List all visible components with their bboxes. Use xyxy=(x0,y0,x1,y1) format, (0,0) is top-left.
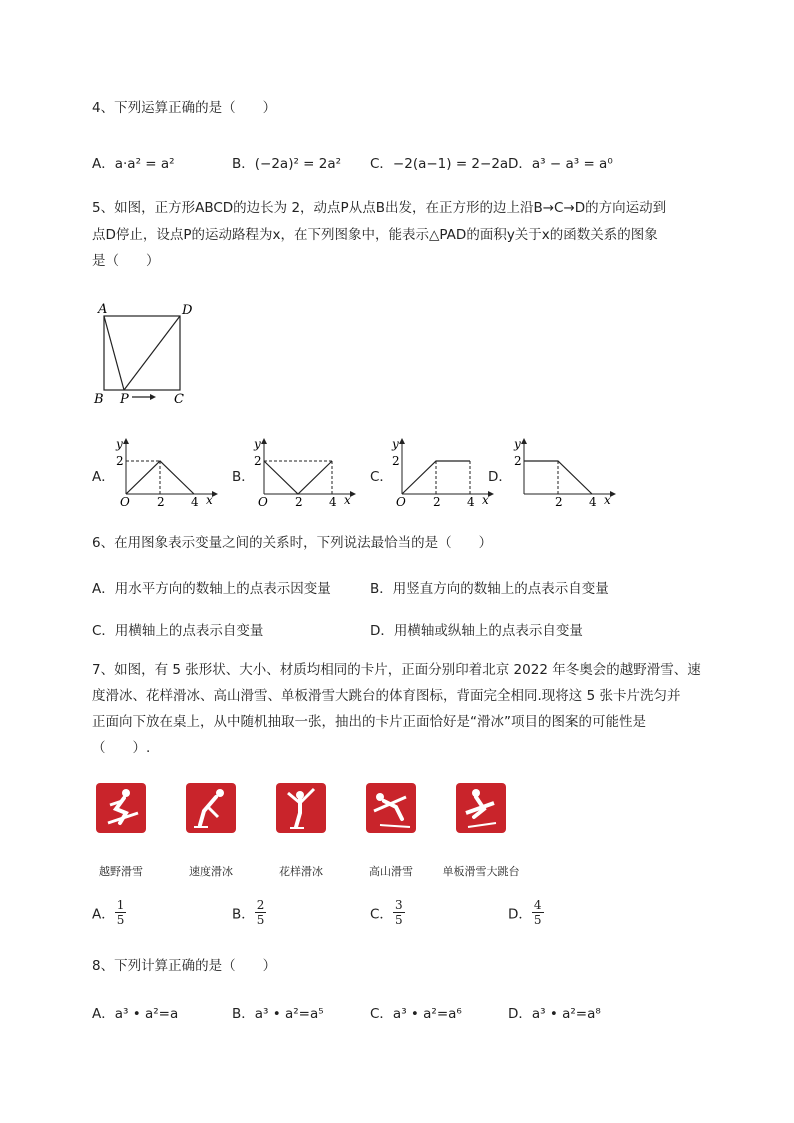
svg-text:O: O xyxy=(120,495,130,506)
square-abcd-figure xyxy=(90,300,210,410)
svg-text:x: x xyxy=(206,493,213,506)
svg-text:4: 4 xyxy=(329,495,337,506)
q5-line-3: 是（ ） xyxy=(92,253,160,269)
q5-option-b-label: B． xyxy=(232,469,255,485)
label-b: B xyxy=(94,392,104,407)
q8-option-a: A．a³ • a²=a xyxy=(92,1006,179,1022)
q8-option-c: C．a³ • a²=a⁶ xyxy=(370,1006,462,1022)
q8-option-d: D．a³ • a²=a⁸ xyxy=(508,1006,601,1022)
q6-stem: 6、在用图象表示变量之间的关系时，下列说法最恰当的是（ ） xyxy=(92,535,493,551)
svg-text:4: 4 xyxy=(467,495,475,506)
alpine-skiing-icon xyxy=(366,783,416,833)
svg-text:y: y xyxy=(254,437,261,451)
q7-option-c: C． $\frac{3}{5}$ xyxy=(370,898,403,927)
svg-text:x: x xyxy=(482,493,489,506)
svg-text:4: 4 xyxy=(191,495,199,506)
q5-graph-b xyxy=(250,436,360,506)
figure-skating-icon xyxy=(276,783,326,833)
svg-text:2: 2 xyxy=(433,495,441,506)
label-c: C xyxy=(174,392,184,407)
card-snowboard-big-air xyxy=(456,783,506,833)
svg-text:2: 2 xyxy=(555,495,563,506)
card-caption-4: 高山滑雪 xyxy=(369,865,413,878)
q7-option-b: B． $\frac{2}{5}$ xyxy=(232,898,265,927)
q6-option-c: C．用横轴上的点表示自变量 xyxy=(92,623,264,639)
card-alpine-skiing xyxy=(366,783,416,833)
q7-option-d: D． $\frac{4}{5}$ xyxy=(508,898,542,927)
card-cross-country-skiing xyxy=(96,783,146,833)
svg-text:y: y xyxy=(514,437,521,451)
q6-option-a: A．用水平方向的数轴上的点表示因变量 xyxy=(92,581,331,597)
q4-option-b: B．(−2a)² = 2a² xyxy=(232,156,342,172)
q4-option-c: C．−2(a−1) = 2−2a xyxy=(370,156,509,172)
snowboard-big-air-icon xyxy=(456,783,506,833)
svg-text:O: O xyxy=(396,495,406,506)
q8-stem: 8、下列计算正确的是（ ） xyxy=(92,958,277,974)
q5-graph-c xyxy=(388,436,498,506)
q5-line-2: 点D停止，设点P的运动路程为x，在下列图象中，能表示△PAD的面积y关于x的函数关系的图象 xyxy=(92,227,658,243)
q8-option-b: B．a³ • a²=a⁵ xyxy=(232,1006,324,1022)
q7-option-a: A． $\frac{1}{5}$ xyxy=(92,898,125,927)
svg-text:4: 4 xyxy=(589,495,597,506)
q5-option-d-label: D． xyxy=(488,469,512,485)
q5-option-c-label: C． xyxy=(370,469,393,485)
speed-skating-icon xyxy=(186,783,236,833)
card-figure-skating xyxy=(276,783,326,833)
svg-text:2: 2 xyxy=(116,454,124,468)
q7-line-1: 7、如图，有 5 张形状、大小、材质均相同的卡片，正面分别印着北京 2022 年冬奥会的越野滑雪、速 xyxy=(92,662,701,678)
q7-line-2: 度滑冰、花样滑冰、高山滑雪、单板滑雪大跳台的体育图标，背面完全相同.现将这 5 张卡片洗匀并 xyxy=(92,688,681,704)
svg-text:y: y xyxy=(392,437,399,451)
svg-text:2: 2 xyxy=(514,454,522,468)
svg-text:2: 2 xyxy=(254,454,262,468)
label-p: P xyxy=(120,392,129,407)
q4-option-a: A．a·a² = a² xyxy=(92,156,175,172)
card-caption-1: 越野滑雪 xyxy=(99,865,143,878)
q7-line-4: （ ）. xyxy=(92,740,151,756)
q5-line-1: 5、如图，正方形ABCD的边长为 2，动点P从点B出发，在正方形的边上沿B→C→D的方向运动到 xyxy=(92,200,667,216)
q6-option-b: B．用竖直方向的数轴上的点表示自变量 xyxy=(370,581,609,597)
card-caption-5: 单板滑雪大跳台 xyxy=(442,865,520,878)
svg-text:O: O xyxy=(258,495,268,506)
q5-graph-d xyxy=(510,436,620,506)
svg-text:2: 2 xyxy=(392,454,400,468)
svg-text:2: 2 xyxy=(295,495,303,506)
cross-country-skiing-icon xyxy=(96,783,146,833)
svg-text:y: y xyxy=(116,437,123,451)
q4-stem: 4、下列运算正确的是（ ） xyxy=(92,100,277,116)
card-caption-3: 花样滑冰 xyxy=(279,865,323,878)
card-caption-2: 速度滑冰 xyxy=(189,865,233,878)
label-a: A xyxy=(98,302,108,317)
q7-line-3: 正面向下放在桌上，从中随机抽取一张，抽出的卡片正面恰好是“滑冰”项目的图案的可能性是 xyxy=(92,714,646,730)
svg-text:x: x xyxy=(344,493,351,506)
svg-text:x: x xyxy=(604,493,611,506)
label-d: D xyxy=(182,303,193,318)
q5-option-a-label: A． xyxy=(92,469,115,485)
q4-option-d: D．a³ − a³ = a⁰ xyxy=(508,156,613,172)
svg-text:2: 2 xyxy=(157,495,165,506)
q5-graph-a xyxy=(112,436,222,506)
card-speed-skating xyxy=(186,783,236,833)
q6-option-d: D．用横轴或纵轴上的点表示自变量 xyxy=(370,623,583,639)
